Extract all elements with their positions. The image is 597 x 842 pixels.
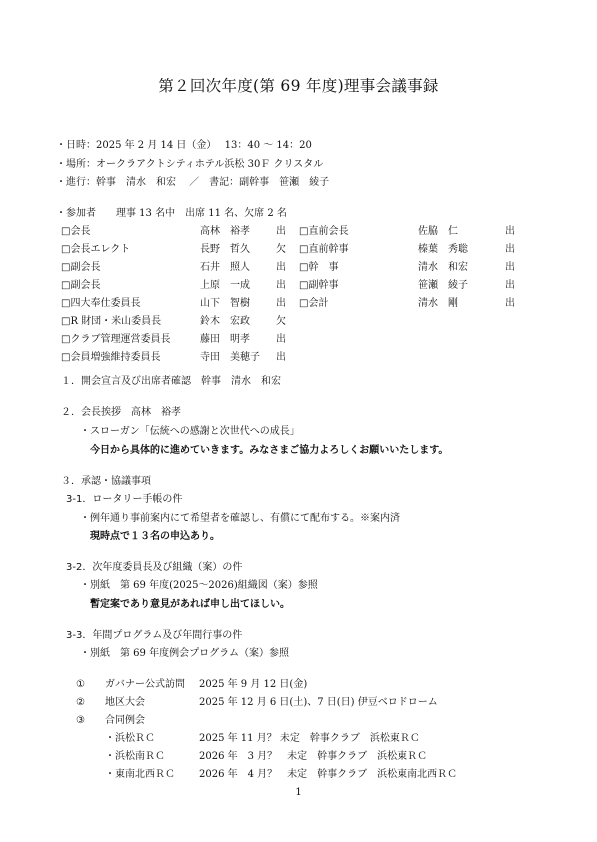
item-3-3-body: ・別紙 第 69 年度例会プログラム（案）参照 bbox=[80, 648, 289, 659]
item-3-2-body: ・別紙 第 69 年度(2025～2026)組織図（案）参照 bbox=[80, 580, 318, 591]
event-number: ② bbox=[76, 697, 85, 708]
attendee-name: 鈴木 宏政 bbox=[200, 316, 250, 327]
attendee-role: □直前幹事 bbox=[299, 244, 349, 255]
meeting-chair-secretary: ・進行：幹事 清水 和宏 ／ 書記：副幹事 笹瀬 綾子 bbox=[56, 177, 330, 188]
slogan: ・スローガン「伝統への感謝と次世代への成長」 bbox=[80, 426, 300, 437]
attendee-status: 出 bbox=[505, 262, 515, 273]
attendee-name: 上原 一成 bbox=[200, 280, 250, 291]
attendee-name: 長野 哲久 bbox=[200, 244, 250, 255]
section-3-heading: ３．承認・協議事項 bbox=[61, 476, 151, 487]
attendee-role: □副幹事 bbox=[299, 280, 339, 291]
attendee-status: 出 bbox=[276, 298, 286, 309]
attendee-role: □会計 bbox=[299, 298, 329, 309]
event-number: ① bbox=[76, 679, 85, 690]
attendee-role: □会員増強維持委員長 bbox=[61, 352, 161, 363]
attendee-name: 笹瀬 綾子 bbox=[418, 280, 468, 291]
attendee-status: 欠 bbox=[276, 316, 286, 327]
document-title: 第２回次年度(第 69 年度)理事会議事録 bbox=[158, 77, 439, 95]
item-3-3-title: 3-3．年間プログラム及び年間行事の件 bbox=[66, 630, 243, 641]
attendee-role: □会長エレクト bbox=[61, 244, 131, 255]
joint-detail: 2026 年 3 月？ 未定 幹事クラブ 浜松東ＲＣ bbox=[199, 751, 428, 762]
joint-club: ・東南北西ＲＣ bbox=[105, 769, 175, 780]
attendee-status: 出 bbox=[276, 352, 286, 363]
attendee-role: □直前会長 bbox=[299, 226, 349, 237]
attendee-status: 出 bbox=[505, 280, 515, 291]
joint-detail: 2026 年 4 月？ 未定 幹事クラブ 浜松東南北西ＲＣ bbox=[199, 769, 458, 780]
item-3-1-note: 現時点で１３名の申込あり。 bbox=[90, 531, 220, 542]
attendee-status: 出 bbox=[505, 226, 515, 237]
attendee-name: 清水 和宏 bbox=[418, 262, 468, 273]
attendee-role: □R 財団・米山委員長 bbox=[61, 316, 162, 327]
attendee-name: 清水 剛 bbox=[418, 298, 458, 309]
meeting-date: ・日時：2025 年 2 月 14 日（金） 13：40 ～ 14：20 bbox=[56, 140, 312, 151]
meeting-place: ・場所：オークラアクトシティホテル浜松 30Ｆ クリスタル bbox=[56, 159, 324, 170]
attendee-status: 出 bbox=[276, 262, 286, 273]
attendee-status: 出 bbox=[276, 334, 286, 345]
item-3-1-title: 3-1．ロータリー手帳の件 bbox=[66, 494, 183, 505]
attendee-name: 佐脇 仁 bbox=[418, 226, 458, 237]
president-message: 今日から具体的に進めていきます。みなさまご協力よろしくお願いいたします。 bbox=[90, 445, 449, 456]
attendee-name: 高林 裕孝 bbox=[200, 226, 250, 237]
attendee-status: 出 bbox=[276, 280, 286, 291]
item-3-1-body: ・例年通り事前案内にて希望者を確認し、有償にて配布する。※案内済 bbox=[80, 513, 400, 524]
attendance-summary: ・参加者 理事 13 名中 出席 11 名、欠席 2 名 bbox=[56, 208, 287, 219]
joint-detail: 2025 年 11 月？ 未定 幹事クラブ 浜松東ＲＣ bbox=[199, 733, 420, 744]
attendee-name: 山下 智樹 bbox=[200, 298, 250, 309]
attendee-status: 出 bbox=[505, 298, 515, 309]
attendee-role: □クラブ管理運営委員長 bbox=[61, 334, 171, 345]
item-3-2-title: 3-2．次年度委員長及び組織（案）の件 bbox=[66, 562, 243, 573]
attendee-role: □幹 事 bbox=[299, 262, 339, 273]
section-2-heading: ２．会長挨拶 高林 裕孝 bbox=[61, 407, 181, 418]
event-number: ③ bbox=[76, 715, 85, 726]
attendee-name: 寺田 美穂子 bbox=[200, 352, 260, 363]
attendee-role: □会長 bbox=[61, 226, 91, 237]
joint-club: ・浜松ＲＣ bbox=[105, 733, 155, 744]
joint-club: ・浜松南ＲＣ bbox=[105, 751, 165, 762]
event-date: 2025 年 9 月 12 日(金) bbox=[199, 679, 308, 690]
attendee-role: □四大奉仕委員長 bbox=[61, 298, 141, 309]
attendee-status: 出 bbox=[276, 226, 286, 237]
event-date: 2025 年 12 月 6 日(土)、7 日(日) 伊豆ベロドローム bbox=[199, 697, 438, 708]
attendee-status: 出 bbox=[505, 244, 515, 255]
attendee-name: 藤田 明孝 bbox=[200, 334, 250, 345]
event-name: ガバナー公式訪問 bbox=[105, 679, 185, 690]
section-1-heading: １．開会宣言及び出席者確認 幹事 清水 和宏 bbox=[61, 376, 281, 387]
attendee-name: 榛葉 秀聡 bbox=[418, 244, 468, 255]
event-name: 地区大会 bbox=[105, 697, 145, 708]
event-name: 合同例会 bbox=[105, 715, 145, 726]
item-3-2-note: 暫定案であり意見があれば申し出てほしい。 bbox=[90, 599, 290, 610]
page-number: 1 bbox=[295, 787, 302, 798]
attendee-name: 石井 照人 bbox=[200, 262, 250, 273]
attendee-role: □副会長 bbox=[61, 280, 101, 291]
attendee-role: □副会長 bbox=[61, 262, 101, 273]
attendee-status: 欠 bbox=[276, 244, 286, 255]
